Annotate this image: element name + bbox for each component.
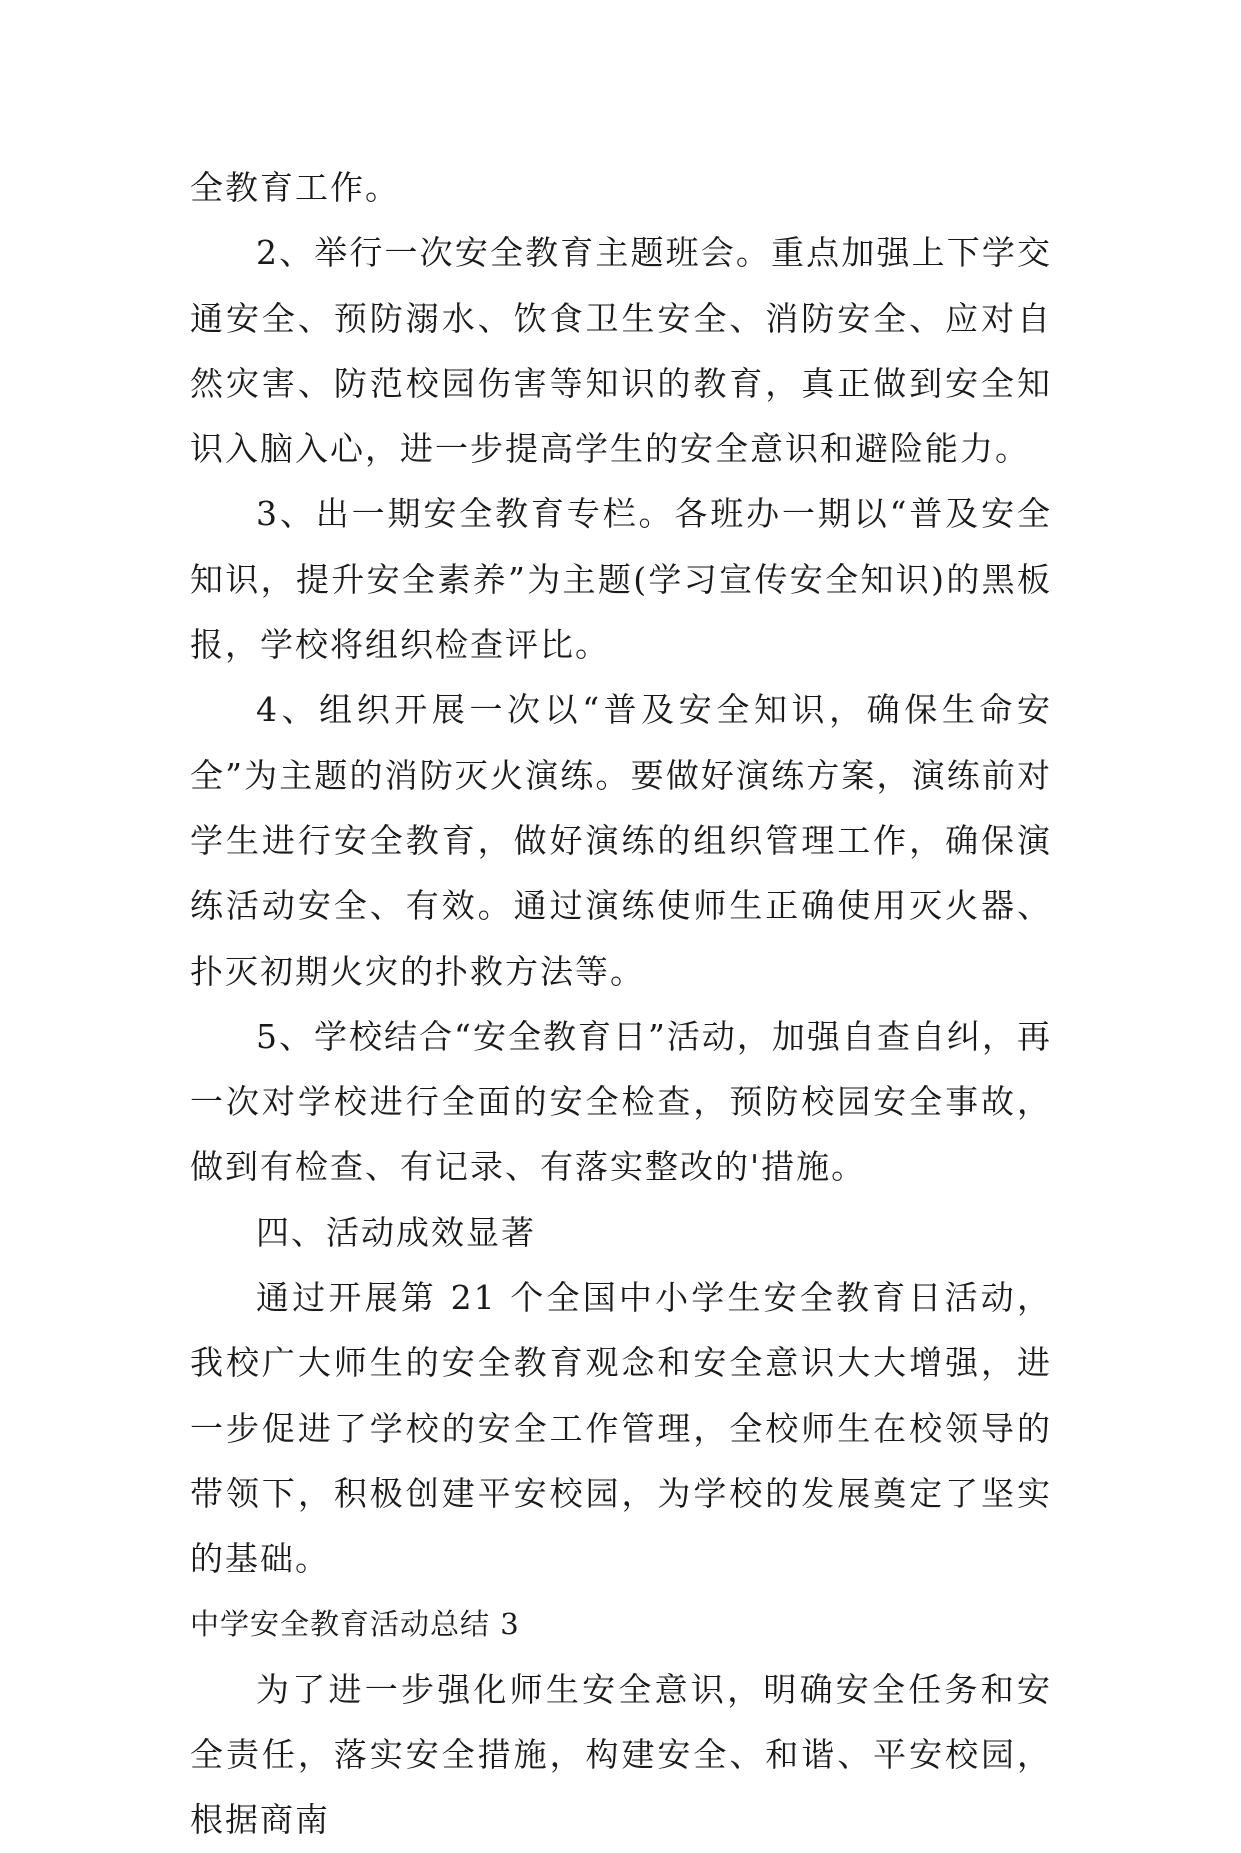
paragraph-item-2: 2、举行一次安全教育主题班会。重点加强上下学交通安全、预防溺水、饮食卫生安全、消防安全、应对自然灾害、防范校园伤害等知识的教育，真正做到安全知识入脑入心，进一步提高学生的安全意识和避险能力。 [190, 233, 1052, 469]
section-heading-results: 四、活动成效显著 [256, 1212, 536, 1252]
paragraph-intro: 为了进一步强化师生安全意识，明确安全任务和安全责任，落实安全措施，构建安全、和谐、平安校园，根据商南 [190, 1669, 1052, 1840]
paragraph-results: 通过开展第 21 个全国中小学生安全教育日活动，我校广大师生的安全教育观念和安全意识大大增强，进一步促进了学校的安全工作管理，全校师生在校领导的带领下，积极创建平安校园，为学校的发展奠定了坚实的基础。 [190, 1278, 1052, 1579]
paragraph-item-5: 5、学校结合“安全教育日”活动，加强自查自纠，再一次对学校进行全面的安全检查，预防校园安全事故，做到有检查、有记录、有落实整改的'措施。 [190, 1016, 1052, 1187]
document-body [190, 155, 1052, 1853]
paragraph-item-3: 3、出一期安全教育专栏。各班办一期以“普及安全知识，提升安全素养”为主题(学习宣传安全知识)的黑板报，学校将组织检查评比。 [190, 494, 1052, 665]
paragraph-continuation: 全教育工作。 [190, 168, 400, 207]
section-title: 中学安全教育活动总结 3 [190, 1606, 520, 1641]
paragraph-item-4: 4、组织开展一次以“普及安全知识，确保生命安全”为主题的消防灭火演练。要做好演练方案，演练前对学生进行安全教育，做好演练的组织管理工作，确保演练活动安全、有效。通过演练使师生正确使用灭火器、扑灭初期火灾的扑救方法等。 [190, 690, 1052, 991]
